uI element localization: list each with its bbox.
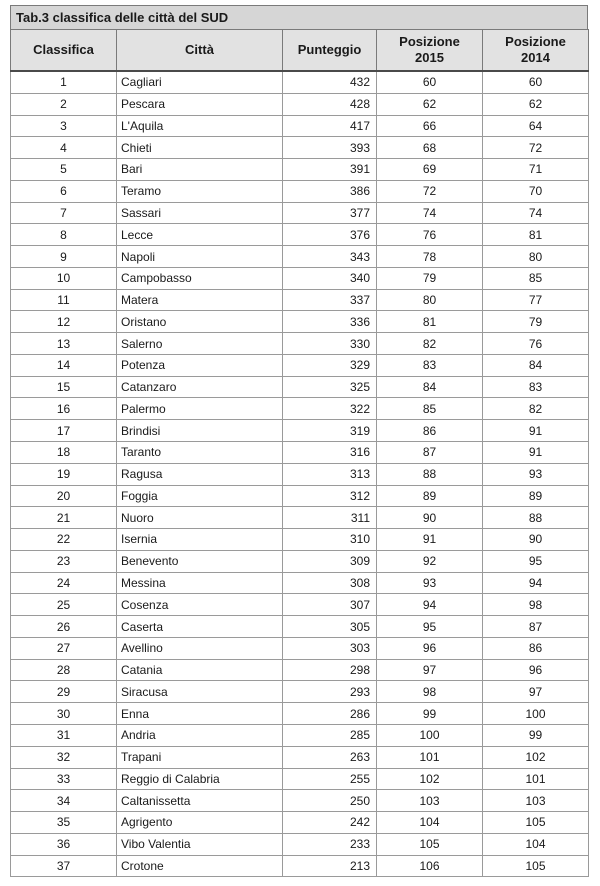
table-row — [11, 594, 589, 616]
table-row — [11, 137, 589, 159]
position-2014-cell: 87 — [483, 616, 589, 638]
score-cell: 322 — [283, 398, 377, 420]
rank-cell: 15 — [11, 376, 117, 398]
city-cell: Avellino — [117, 637, 283, 659]
table-row — [11, 681, 589, 703]
position-2014-cell: 94 — [483, 572, 589, 594]
city-cell: Brindisi — [117, 420, 283, 442]
score-cell: 319 — [283, 420, 377, 442]
position-2014-cell: 70 — [483, 180, 589, 202]
rank-cell: 27 — [11, 637, 117, 659]
city-cell: Enna — [117, 703, 283, 725]
table-row — [11, 724, 589, 746]
position-2014-cell: 62 — [483, 93, 589, 115]
position-2014-cell: 79 — [483, 311, 589, 333]
position-2015-cell: 85 — [377, 398, 483, 420]
table-row — [11, 507, 589, 529]
city-cell: Caserta — [117, 616, 283, 638]
score-cell: 307 — [283, 594, 377, 616]
position-2014-cell: 84 — [483, 354, 589, 376]
score-cell: 393 — [283, 137, 377, 159]
table-row — [11, 354, 589, 376]
position-2015-cell: 62 — [377, 93, 483, 115]
position-2014-cell: 99 — [483, 724, 589, 746]
position-2014-cell: 90 — [483, 529, 589, 551]
city-cell: Messina — [117, 572, 283, 594]
table-row — [11, 333, 589, 355]
table-row — [11, 463, 589, 485]
position-2015-cell: 91 — [377, 529, 483, 551]
header-score: Punteggio — [283, 30, 377, 72]
score-cell: 310 — [283, 529, 377, 551]
table-row — [11, 616, 589, 638]
position-2015-cell: 92 — [377, 550, 483, 572]
score-cell: 336 — [283, 311, 377, 333]
city-cell: Siracusa — [117, 681, 283, 703]
position-2014-cell: 71 — [483, 159, 589, 181]
table-row — [11, 115, 589, 137]
position-2014-cell: 81 — [483, 224, 589, 246]
position-2015-cell: 78 — [377, 246, 483, 268]
position-2015-cell: 80 — [377, 289, 483, 311]
position-2015-cell: 102 — [377, 768, 483, 790]
score-cell: 263 — [283, 746, 377, 768]
header-position-2015-line1: Posizione — [399, 34, 460, 49]
table-row — [11, 746, 589, 768]
position-2014-cell: 76 — [483, 333, 589, 355]
score-cell: 325 — [283, 376, 377, 398]
rank-cell: 33 — [11, 768, 117, 790]
position-2014-cell: 102 — [483, 746, 589, 768]
score-cell: 242 — [283, 812, 377, 834]
table-row — [11, 93, 589, 115]
score-cell: 330 — [283, 333, 377, 355]
rank-cell: 5 — [11, 159, 117, 181]
city-cell: Napoli — [117, 246, 283, 268]
city-cell: Lecce — [117, 224, 283, 246]
table-row — [11, 180, 589, 202]
position-2014-cell: 89 — [483, 485, 589, 507]
table-row — [11, 485, 589, 507]
rank-cell: 26 — [11, 616, 117, 638]
position-2014-cell: 72 — [483, 137, 589, 159]
table-row — [11, 812, 589, 834]
table-row — [11, 703, 589, 725]
position-2015-cell: 99 — [377, 703, 483, 725]
city-cell: Catania — [117, 659, 283, 681]
city-cell: Salerno — [117, 333, 283, 355]
rank-cell: 36 — [11, 833, 117, 855]
position-2014-cell: 86 — [483, 637, 589, 659]
city-cell: Pescara — [117, 93, 283, 115]
score-cell: 233 — [283, 833, 377, 855]
position-2015-cell: 69 — [377, 159, 483, 181]
table-row — [11, 833, 589, 855]
position-2015-cell: 84 — [377, 376, 483, 398]
position-2014-cell: 105 — [483, 812, 589, 834]
table-row — [11, 311, 589, 333]
position-2015-cell: 83 — [377, 354, 483, 376]
position-2015-cell: 87 — [377, 442, 483, 464]
position-2015-cell: 79 — [377, 267, 483, 289]
header-position-2014-line1: Posizione — [505, 34, 566, 49]
position-2015-cell: 94 — [377, 594, 483, 616]
header-city: Città — [117, 30, 283, 72]
score-cell: 285 — [283, 724, 377, 746]
score-cell: 293 — [283, 681, 377, 703]
header-position-2015-line2: 2015 — [415, 50, 444, 65]
city-cell: Ragusa — [117, 463, 283, 485]
table-row — [11, 550, 589, 572]
city-cell: Bari — [117, 159, 283, 181]
position-2015-cell: 98 — [377, 681, 483, 703]
header-position-2014-line2: 2014 — [521, 50, 550, 65]
score-cell: 391 — [283, 159, 377, 181]
rank-cell: 37 — [11, 855, 117, 877]
ranking-document — [10, 5, 588, 877]
rank-cell: 16 — [11, 398, 117, 420]
city-cell: Sassari — [117, 202, 283, 224]
position-2015-cell: 60 — [377, 71, 483, 93]
rank-cell: 12 — [11, 311, 117, 333]
position-2015-cell: 81 — [377, 311, 483, 333]
score-cell: 309 — [283, 550, 377, 572]
city-cell: Trapani — [117, 746, 283, 768]
table-row — [11, 246, 589, 268]
table-title: Tab.3 classifica delle città del SUD — [10, 5, 588, 29]
city-cell: Oristano — [117, 311, 283, 333]
table-row — [11, 637, 589, 659]
rank-cell: 2 — [11, 93, 117, 115]
ranking-table — [10, 29, 589, 877]
city-cell: Cosenza — [117, 594, 283, 616]
position-2015-cell: 105 — [377, 833, 483, 855]
rank-cell: 24 — [11, 572, 117, 594]
city-cell: Palermo — [117, 398, 283, 420]
city-cell: Andria — [117, 724, 283, 746]
score-cell: 417 — [283, 115, 377, 137]
position-2014-cell: 105 — [483, 855, 589, 877]
city-cell: Crotone — [117, 855, 283, 877]
rank-cell: 28 — [11, 659, 117, 681]
position-2015-cell: 89 — [377, 485, 483, 507]
rank-cell: 9 — [11, 246, 117, 268]
position-2014-cell: 93 — [483, 463, 589, 485]
rank-cell: 20 — [11, 485, 117, 507]
position-2015-cell: 93 — [377, 572, 483, 594]
score-cell: 377 — [283, 202, 377, 224]
position-2014-cell: 100 — [483, 703, 589, 725]
score-cell: 432 — [283, 71, 377, 93]
city-cell: Isernia — [117, 529, 283, 551]
position-2014-cell: 96 — [483, 659, 589, 681]
rank-cell: 1 — [11, 71, 117, 93]
score-cell: 250 — [283, 790, 377, 812]
table-row — [11, 659, 589, 681]
rank-cell: 10 — [11, 267, 117, 289]
city-cell: Campobasso — [117, 267, 283, 289]
city-cell: L'Aquila — [117, 115, 283, 137]
position-2014-cell: 98 — [483, 594, 589, 616]
rank-cell: 18 — [11, 442, 117, 464]
table-row — [11, 202, 589, 224]
position-2015-cell: 95 — [377, 616, 483, 638]
header-position-2014 — [483, 30, 589, 72]
position-2014-cell: 97 — [483, 681, 589, 703]
score-cell: 376 — [283, 224, 377, 246]
rank-cell: 35 — [11, 812, 117, 834]
position-2015-cell: 74 — [377, 202, 483, 224]
rank-cell: 7 — [11, 202, 117, 224]
position-2015-cell: 86 — [377, 420, 483, 442]
position-2015-cell: 88 — [377, 463, 483, 485]
table-row — [11, 420, 589, 442]
position-2015-cell: 66 — [377, 115, 483, 137]
city-cell: Foggia — [117, 485, 283, 507]
city-cell: Cagliari — [117, 71, 283, 93]
score-cell: 286 — [283, 703, 377, 725]
table-row — [11, 855, 589, 877]
score-cell: 340 — [283, 267, 377, 289]
table-row — [11, 398, 589, 420]
rank-cell: 30 — [11, 703, 117, 725]
score-cell: 303 — [283, 637, 377, 659]
city-cell: Teramo — [117, 180, 283, 202]
city-cell: Chieti — [117, 137, 283, 159]
rank-cell: 21 — [11, 507, 117, 529]
table-row — [11, 267, 589, 289]
table-row — [11, 159, 589, 181]
city-cell: Reggio di Calabria — [117, 768, 283, 790]
score-cell: 213 — [283, 855, 377, 877]
position-2015-cell: 106 — [377, 855, 483, 877]
position-2015-cell: 82 — [377, 333, 483, 355]
position-2014-cell: 91 — [483, 442, 589, 464]
position-2015-cell: 72 — [377, 180, 483, 202]
table-row — [11, 71, 589, 93]
position-2014-cell: 77 — [483, 289, 589, 311]
position-2014-cell: 85 — [483, 267, 589, 289]
rank-cell: 19 — [11, 463, 117, 485]
table-row — [11, 224, 589, 246]
position-2015-cell: 96 — [377, 637, 483, 659]
city-cell: Nuoro — [117, 507, 283, 529]
header-position-2015 — [377, 30, 483, 72]
score-cell: 313 — [283, 463, 377, 485]
table-row — [11, 289, 589, 311]
rank-cell: 3 — [11, 115, 117, 137]
rank-cell: 11 — [11, 289, 117, 311]
position-2014-cell: 60 — [483, 71, 589, 93]
table-row — [11, 790, 589, 812]
rank-cell: 14 — [11, 354, 117, 376]
score-cell: 312 — [283, 485, 377, 507]
score-cell: 316 — [283, 442, 377, 464]
position-2015-cell: 97 — [377, 659, 483, 681]
rank-cell: 22 — [11, 529, 117, 551]
position-2015-cell: 104 — [377, 812, 483, 834]
score-cell: 329 — [283, 354, 377, 376]
position-2014-cell: 95 — [483, 550, 589, 572]
rank-cell: 23 — [11, 550, 117, 572]
table-row — [11, 442, 589, 464]
position-2015-cell: 100 — [377, 724, 483, 746]
city-cell: Catanzaro — [117, 376, 283, 398]
position-2015-cell: 68 — [377, 137, 483, 159]
position-2014-cell: 88 — [483, 507, 589, 529]
position-2015-cell: 76 — [377, 224, 483, 246]
score-cell: 298 — [283, 659, 377, 681]
position-2014-cell: 103 — [483, 790, 589, 812]
rank-cell: 8 — [11, 224, 117, 246]
score-cell: 343 — [283, 246, 377, 268]
position-2014-cell: 91 — [483, 420, 589, 442]
score-cell: 305 — [283, 616, 377, 638]
rank-cell: 29 — [11, 681, 117, 703]
position-2014-cell: 101 — [483, 768, 589, 790]
position-2015-cell: 90 — [377, 507, 483, 529]
table-row — [11, 376, 589, 398]
rank-cell: 31 — [11, 724, 117, 746]
table-body — [11, 71, 589, 877]
position-2014-cell: 83 — [483, 376, 589, 398]
score-cell: 311 — [283, 507, 377, 529]
score-cell: 386 — [283, 180, 377, 202]
position-2014-cell: 80 — [483, 246, 589, 268]
position-2014-cell: 104 — [483, 833, 589, 855]
city-cell: Matera — [117, 289, 283, 311]
city-cell: Caltanissetta — [117, 790, 283, 812]
rank-cell: 17 — [11, 420, 117, 442]
score-cell: 255 — [283, 768, 377, 790]
rank-cell: 34 — [11, 790, 117, 812]
table-row — [11, 572, 589, 594]
city-cell: Taranto — [117, 442, 283, 464]
score-cell: 337 — [283, 289, 377, 311]
score-cell: 428 — [283, 93, 377, 115]
rank-cell: 4 — [11, 137, 117, 159]
table-row — [11, 529, 589, 551]
header-rank: Classifica — [11, 30, 117, 72]
city-cell: Benevento — [117, 550, 283, 572]
position-2015-cell: 103 — [377, 790, 483, 812]
position-2014-cell: 74 — [483, 202, 589, 224]
rank-cell: 6 — [11, 180, 117, 202]
table-row — [11, 768, 589, 790]
position-2014-cell: 64 — [483, 115, 589, 137]
header-row — [11, 30, 589, 72]
rank-cell: 32 — [11, 746, 117, 768]
city-cell: Agrigento — [117, 812, 283, 834]
score-cell: 308 — [283, 572, 377, 594]
rank-cell: 13 — [11, 333, 117, 355]
position-2014-cell: 82 — [483, 398, 589, 420]
city-cell: Vibo Valentia — [117, 833, 283, 855]
city-cell: Potenza — [117, 354, 283, 376]
position-2015-cell: 101 — [377, 746, 483, 768]
rank-cell: 25 — [11, 594, 117, 616]
